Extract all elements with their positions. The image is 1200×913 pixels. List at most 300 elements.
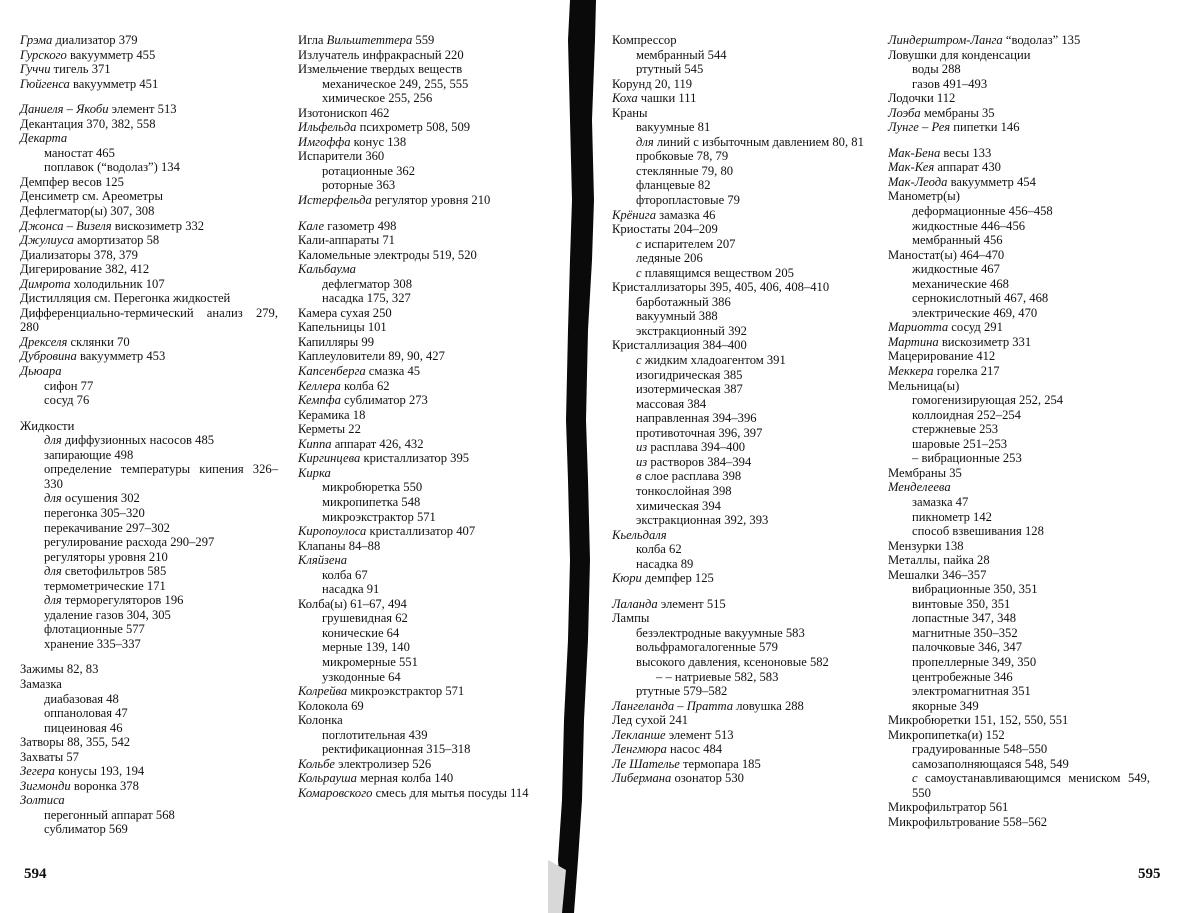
index-entry: [612, 597, 864, 612]
entry-italic-term: с: [636, 265, 642, 280]
entry-italic-term: Гурского: [20, 47, 67, 62]
entry-text: Каломельные электроды 519, 520: [298, 247, 477, 262]
entry-italic-term: Мартина: [888, 334, 939, 349]
entry-text: термопара 185: [679, 756, 761, 771]
entry-italic-term: Колрейва: [298, 684, 348, 699]
index-subentry: [298, 626, 550, 641]
index-entry: [20, 262, 278, 277]
index-subentry: [20, 822, 278, 837]
index-entry: [888, 189, 1150, 204]
index-entry: [298, 106, 550, 121]
index-section-gap: [20, 91, 278, 102]
page-number-left: 594: [24, 866, 47, 882]
index-column-1: [20, 33, 278, 837]
entry-text: ртутный 545: [636, 62, 704, 77]
index-subentry: [612, 135, 864, 150]
index-entry: [20, 793, 278, 808]
entry-italic-term: Кляйзена: [298, 553, 348, 568]
index-entry: [298, 262, 550, 277]
entry-text: стеклянные 79, 80: [636, 163, 734, 178]
index-entry: [888, 335, 1150, 350]
entry-text: Клапаны 84–88: [298, 538, 381, 553]
index-entry: [298, 408, 550, 423]
index-subentry: [888, 219, 1150, 234]
entry-text: шаровые 251–253: [912, 436, 1008, 451]
index-subentry: [20, 146, 278, 161]
entry-text: склянки 70: [67, 334, 130, 349]
index-subentry: [888, 757, 1150, 772]
entry-italic-term: Джулиуса: [20, 233, 74, 248]
index-entry: [20, 48, 278, 63]
index-subentry: [612, 484, 864, 499]
entry-text: микропипетка 548: [322, 494, 421, 509]
entry-text: колба 62: [340, 378, 390, 393]
index-entry: [298, 437, 550, 452]
entry-text: Денсиметр см. Ареометры: [20, 189, 163, 204]
entry-italic-term: для: [44, 491, 62, 506]
entry-text: чашки 111: [637, 91, 697, 106]
index-subentry: [20, 160, 278, 175]
index-entry: [298, 193, 550, 208]
entry-text: Ловушки для конденсации: [888, 47, 1031, 62]
index-entry: [612, 208, 864, 223]
entry-text: вакуумные 81: [636, 120, 711, 135]
index-entry: [888, 248, 1150, 263]
entry-text: тонкослойная 398: [636, 483, 732, 498]
index-entry: [612, 280, 864, 295]
entry-text: магнитные 350–352: [912, 625, 1018, 640]
entry-text: Кристаллизаторы 395, 405, 406, 408–410: [612, 280, 830, 295]
index-subentry: [20, 506, 278, 521]
index-entry: [298, 757, 550, 772]
entry-text: дефлегматор 308: [322, 276, 412, 291]
entry-italic-term: Коха: [612, 91, 638, 106]
index-subentry: [298, 510, 550, 525]
entry-text: флотационные 577: [44, 622, 145, 637]
index-subentry: [20, 379, 278, 394]
entry-text: “водолаз” 135: [1002, 33, 1081, 47]
entry-text: безэлектродные вакуумные 583: [636, 625, 805, 640]
index-subentry: [888, 742, 1150, 757]
index-entry: [20, 419, 278, 434]
index-entry: [20, 662, 278, 677]
index-subentry: [20, 521, 278, 536]
index-entry: [20, 219, 278, 234]
entry-italic-term: для: [44, 593, 62, 608]
index-subentry: [20, 622, 278, 637]
index-entry: [888, 379, 1150, 394]
index-section-gap: [298, 208, 550, 219]
entry-italic-term: Кюри: [612, 571, 642, 586]
index-entry: [298, 62, 550, 77]
index-entry: [20, 131, 278, 146]
index-subentry: [298, 77, 550, 92]
entry-italic-term: Келлера: [298, 378, 341, 393]
entry-text: Замазка: [20, 676, 62, 691]
entry-italic-term: из: [636, 454, 648, 469]
index-entry: [298, 364, 550, 379]
entry-text: электролизер 526: [335, 756, 432, 771]
index-subentry: [20, 637, 278, 652]
index-subentry: [298, 670, 550, 685]
index-subentry: [888, 62, 1150, 77]
entry-text: весы 133: [940, 145, 992, 160]
index-subentry: [888, 524, 1150, 539]
index-entry: [298, 786, 550, 801]
entry-text: лопастные 347, 348: [912, 611, 1017, 626]
entry-text: Краны: [612, 105, 648, 120]
index-entry: [20, 33, 278, 48]
entry-italic-term: Вильштеттера: [326, 33, 413, 47]
entry-italic-term: Крёнига: [612, 207, 657, 222]
entry-text: элемент 513: [665, 727, 734, 742]
entry-text: Керметы 22: [298, 422, 361, 437]
entry-text: Манометр(ы): [888, 189, 960, 204]
index-entry: [20, 779, 278, 794]
entry-text: вакуумметр 455: [66, 47, 156, 62]
index-subentry: [612, 309, 864, 324]
index-subentry: [888, 582, 1150, 597]
entry-text: фланцевые 82: [636, 178, 711, 193]
index-subentry: [888, 771, 1150, 800]
index-subentry: [20, 433, 278, 448]
entry-text: вискозиметр 331: [938, 334, 1032, 349]
entry-text: определение температуры кипения 326–330: [44, 462, 278, 491]
entry-text: Лед сухой 241: [612, 713, 689, 728]
entry-italic-term: Линдерштром-Ланга: [888, 33, 1003, 47]
index-entry: [20, 277, 278, 292]
entry-text: регулирование расхода 290–297: [44, 535, 215, 550]
entry-text: амортизатор 58: [73, 233, 160, 248]
index-subentry: [298, 164, 550, 179]
entry-text: Мензурки 138: [888, 538, 964, 553]
index-subentry: [612, 368, 864, 383]
index-entry: [888, 539, 1150, 554]
index-subentry: [612, 557, 864, 572]
index-subentry: [612, 164, 864, 179]
entry-text: ректификационная 315–318: [322, 742, 471, 757]
index-subentry: [612, 324, 864, 339]
index-entry: [298, 48, 550, 63]
entry-text: Затворы 88, 355, 542: [20, 735, 131, 750]
index-entry: [20, 189, 278, 204]
index-subentry: [888, 684, 1150, 699]
index-section-gap: [888, 135, 1150, 146]
entry-text: коллоидная 252–254: [912, 407, 1021, 422]
entry-italic-term: Ленгмюра: [612, 742, 667, 757]
index-subentry: [888, 640, 1150, 655]
entry-italic-term: Грэма: [20, 33, 53, 47]
index-subentry: [20, 721, 278, 736]
entry-text: Микрофильтрование 558–562: [888, 814, 1048, 829]
entry-text: изотермическая 387: [636, 382, 743, 397]
index-subentry: [888, 306, 1150, 321]
entry-text: слое расплава 398: [641, 469, 742, 484]
index-subentry: [888, 204, 1150, 219]
entry-text: оппаноловая 47: [44, 706, 128, 721]
entry-text: Маностат(ы) 464–470: [888, 247, 1005, 262]
entry-text: термометрические 171: [44, 578, 166, 593]
index-entry: [888, 320, 1150, 335]
index-section-gap: [20, 651, 278, 662]
entry-text: запирающие 498: [44, 447, 134, 462]
entry-text: Дигерирование 382, 412: [20, 262, 150, 277]
index-subentry: [888, 233, 1150, 248]
entry-text: механическое 249, 255, 555: [322, 76, 469, 91]
entry-text: замазка 47: [912, 494, 969, 509]
entry-italic-term: Зегера: [20, 764, 55, 779]
index-subentry: [20, 579, 278, 594]
entry-text: насос 484: [666, 742, 723, 757]
entry-text: Мацерирование 412: [888, 349, 996, 364]
entry-text: Дефлегматор(ы) 307, 308: [20, 204, 155, 219]
entry-text: роторные 363: [322, 178, 396, 193]
entry-text: жидкостные 446–456: [912, 218, 1026, 233]
index-subentry: [612, 670, 864, 685]
entry-text: вольфрамогалогенные 579: [636, 640, 778, 655]
index-entry: [298, 320, 550, 335]
entry-text: Металлы, пайка 28: [888, 553, 990, 568]
entry-text: электромагнитная 351: [912, 684, 1031, 699]
entry-text: фторопластовые 79: [636, 193, 740, 208]
entry-italic-term: Мак-Леода: [888, 174, 948, 189]
entry-text: Керамика 18: [298, 407, 366, 422]
index-subentry: [612, 120, 864, 135]
entry-italic-term: с: [912, 771, 918, 786]
entry-text: стержневые 253: [912, 422, 999, 437]
entry-italic-term: Ильфельда: [298, 120, 357, 135]
entry-text: воды 288: [912, 62, 961, 77]
entry-text: насадка 89: [636, 556, 694, 571]
entry-text: самоустанавливающимся мениском 549, 550: [912, 771, 1150, 800]
entry-text: 559: [412, 33, 435, 47]
index-entry: [20, 306, 278, 335]
entry-text: Компрессор: [612, 33, 677, 47]
index-subentry: [888, 626, 1150, 641]
index-entry: [888, 106, 1150, 121]
index-subentry: [612, 499, 864, 514]
entry-text: ротационные 362: [322, 163, 416, 178]
index-entry: [298, 335, 550, 350]
entry-text: психрометр 508, 509: [356, 120, 471, 135]
entry-text: Демпфер весов 125: [20, 174, 124, 189]
index-entry: [20, 735, 278, 750]
index-subentry: [612, 440, 864, 455]
index-section-gap: [612, 586, 864, 597]
index-entry: [298, 393, 550, 408]
index-entry: [888, 48, 1150, 63]
entry-text: Микрофильтратор 561: [888, 800, 1009, 815]
index-entry: [20, 349, 278, 364]
index-entry: [20, 62, 278, 77]
index-entry: [20, 248, 278, 263]
entry-text: смазка 45: [365, 364, 421, 379]
entry-text: Колонка: [298, 713, 343, 728]
entry-text: жидкостные 467: [912, 262, 1000, 277]
entry-text: мембранный 544: [636, 47, 727, 62]
entry-text: пропеллерные 349, 350: [912, 654, 1037, 669]
entry-text: Испарители 360: [298, 149, 385, 164]
index-subentry: [888, 291, 1150, 306]
entry-italic-term: Киропоулоса: [298, 524, 367, 539]
entry-italic-term: для: [636, 134, 654, 149]
index-entry: [888, 175, 1150, 190]
entry-text: озонатор 530: [671, 771, 744, 786]
index-entry: [20, 175, 278, 190]
index-subentry: [298, 742, 550, 757]
entry-italic-term: Лекланше: [612, 727, 666, 742]
index-subentry: [612, 193, 864, 208]
index-subentry: [612, 178, 864, 193]
index-entry: [20, 677, 278, 692]
entry-text: горелка 217: [933, 364, 1000, 379]
entry-italic-term: Дьюара: [20, 364, 62, 379]
index-subentry: [612, 382, 864, 397]
entry-text: замазка 46: [656, 207, 716, 222]
entry-text: пипетки 146: [950, 120, 1020, 135]
entry-text: пикнометр 142: [912, 509, 992, 524]
entry-italic-term: для: [44, 564, 62, 579]
index-entry: [888, 160, 1150, 175]
entry-text: узкодонные 64: [322, 669, 401, 684]
entry-text: химическое 255, 256: [322, 91, 433, 106]
entry-italic-term: Кале: [298, 218, 325, 233]
index-entry: [20, 117, 278, 132]
entry-italic-term: Зигмонди: [20, 778, 71, 793]
entry-text: сублиматор 273: [340, 393, 428, 408]
entry-text: газов 491–493: [912, 76, 988, 91]
entry-text: экстракционная 392, 393: [636, 513, 769, 528]
entry-text: воронка 378: [70, 778, 139, 793]
entry-text: конус 138: [350, 134, 407, 149]
entry-text: массовая 384: [636, 396, 707, 411]
index-entry: [298, 306, 550, 321]
entry-text: микроэкстрактор 571: [322, 509, 436, 524]
entry-text: маностат 465: [44, 145, 115, 160]
index-subentry: [298, 277, 550, 292]
entry-text: сернокислотный 467, 468: [912, 291, 1049, 306]
entry-text: конические 64: [322, 625, 400, 640]
entry-text: ледяные 206: [636, 251, 703, 266]
entry-italic-term: Истерфельда: [298, 193, 372, 208]
entry-italic-term: Золтиса: [20, 793, 65, 808]
index-subentry: [888, 611, 1150, 626]
index-entry: [20, 291, 278, 306]
index-entry: [298, 379, 550, 394]
index-subentry: [888, 510, 1150, 525]
index-entry: [298, 219, 550, 234]
entry-italic-term: Мариотта: [888, 320, 949, 335]
entry-text: Камера сухая 250: [298, 305, 392, 320]
index-subentry: [612, 655, 864, 670]
entry-text: вакуумметр 453: [76, 349, 166, 364]
entry-text: мембраны 35: [920, 105, 995, 120]
entry-text: мерные 139, 140: [322, 640, 410, 655]
entry-text: Измельчение твердых веществ: [298, 62, 463, 77]
entry-text: экстракционный 392: [636, 323, 747, 338]
index-entry: [298, 120, 550, 135]
index-subentry: [612, 426, 864, 441]
index-entry: [20, 764, 278, 779]
index-entry: [298, 451, 550, 466]
entry-text: – вибрационные 253: [912, 451, 1022, 466]
index-subentry: [20, 808, 278, 823]
index-subentry: [888, 277, 1150, 292]
index-subentry: [298, 495, 550, 510]
entry-text: расплава 394–400: [647, 440, 746, 455]
entry-text: Диализаторы 378, 379: [20, 247, 138, 262]
index-subentry: [298, 291, 550, 306]
index-entry: [298, 248, 550, 263]
index-subentry: [612, 149, 864, 164]
index-subentry: [20, 706, 278, 721]
index-subentry: [298, 480, 550, 495]
entry-text: плавящимся веществом 205: [641, 265, 794, 280]
index-column-4: [888, 33, 1150, 830]
index-entry: [298, 233, 550, 248]
index-subentry: [298, 728, 550, 743]
index-entry: [298, 553, 550, 568]
entry-text: перегонка 305–320: [44, 505, 145, 520]
index-entry: [888, 364, 1150, 379]
entry-text: регуляторы уровня 210: [44, 549, 168, 564]
index-subentry: [612, 455, 864, 470]
index-entry: [298, 539, 550, 554]
index-subentry: [612, 251, 864, 266]
entry-text: хранение 335–337: [44, 636, 141, 651]
entry-text: изогидрическая 385: [636, 367, 743, 382]
entry-text: Лодочки 112: [888, 91, 956, 106]
entry-italic-term: Мак-Бена: [888, 145, 941, 160]
index-subentry: [888, 262, 1150, 277]
index-entry: [20, 364, 278, 379]
entry-text: сублиматор 569: [44, 822, 128, 837]
index-subentry: [888, 699, 1150, 714]
index-entry: [888, 815, 1150, 830]
entry-text: насадка 175, 327: [322, 291, 411, 306]
entry-text: осушения 302: [61, 491, 140, 506]
entry-text: Мембраны 35: [888, 465, 962, 480]
entry-italic-term: Лунге – Рея: [888, 120, 951, 135]
entry-text: микромерные 551: [322, 654, 418, 669]
right-page: [600, 0, 1200, 913]
entry-italic-term: Гюйгенса: [20, 76, 70, 91]
entry-italic-term: в: [636, 469, 642, 484]
entry-text: сифон 77: [44, 378, 94, 393]
entry-text: ртутные 579–582: [636, 684, 728, 699]
entry-text: кристаллизатор 407: [366, 524, 476, 539]
index-subentry: [20, 593, 278, 608]
entry-text: мембранный 456: [912, 233, 1003, 248]
index-entry: [298, 699, 550, 714]
index-entry: [612, 106, 864, 121]
index-entry: [888, 120, 1150, 135]
index-subentry: [888, 670, 1150, 685]
index-entry: [612, 222, 864, 237]
entry-text: сосуд 291: [948, 320, 1003, 335]
entry-text: удаление газов 304, 305: [44, 607, 171, 622]
entry-text: смесь для мытья посуды 114: [372, 785, 529, 800]
index-entry: [888, 466, 1150, 481]
entry-italic-term: с: [636, 353, 642, 368]
index-subentry: [20, 491, 278, 506]
entry-text: Каплеуловители 89, 90, 427: [298, 349, 445, 364]
index-entry: [298, 149, 550, 164]
entry-italic-term: Димрота: [20, 276, 71, 291]
entry-italic-term: Меккера: [888, 364, 934, 379]
entry-text: пицеиновая 46: [44, 720, 123, 735]
entry-text: перекачивание 297–302: [44, 520, 170, 535]
